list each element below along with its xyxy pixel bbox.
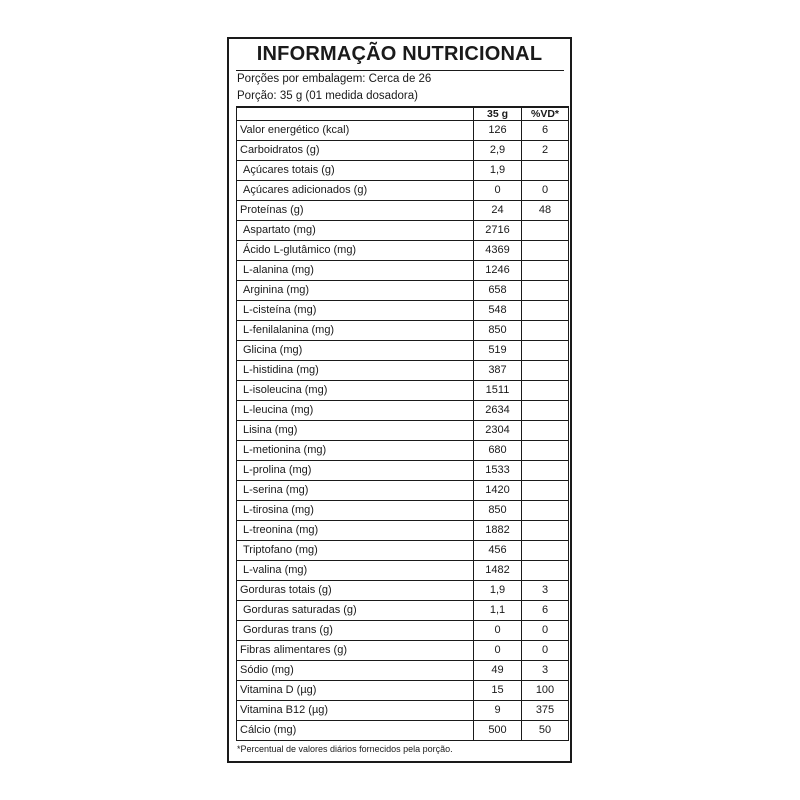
nutrient-daily-value	[522, 321, 569, 341]
nutrient-row	[237, 541, 569, 561]
nutrient-row	[237, 621, 569, 641]
nutrient-row	[237, 601, 569, 621]
nutrient-daily-value	[522, 221, 569, 241]
nutrient-name: Glicina (mg)	[237, 341, 474, 361]
nutrient-amount: 1511	[474, 381, 522, 401]
nutrient-name: Valor energético (kcal)	[237, 121, 474, 141]
nutrient-amount: 548	[474, 301, 522, 321]
nutrient-name: Vitamina B12 (µg)	[237, 701, 474, 721]
nutrient-amount: 658	[474, 281, 522, 301]
nutrient-daily-value: 0	[522, 181, 569, 201]
nutrient-amount: 4369	[474, 241, 522, 261]
nutrient-amount: 850	[474, 501, 522, 521]
nutrient-daily-value	[522, 161, 569, 181]
nutrient-row	[237, 461, 569, 481]
nutrition-table	[236, 106, 569, 741]
nutrient-daily-value	[522, 241, 569, 261]
nutrient-amount: 1246	[474, 261, 522, 281]
nutrient-amount: 1533	[474, 461, 522, 481]
nutrient-name: Açúcares totais (g)	[237, 161, 474, 181]
nutrient-daily-value: 50	[522, 721, 569, 741]
nutrient-amount: 680	[474, 441, 522, 461]
nutrient-amount: 49	[474, 661, 522, 681]
servings-per-package: Porções por embalagem: Cerca de 26	[237, 73, 432, 85]
nutrient-amount: 2634	[474, 401, 522, 421]
nutrient-amount: 1882	[474, 521, 522, 541]
nutrient-name: Cálcio (mg)	[237, 721, 474, 741]
nutrient-name: L-valina (mg)	[237, 561, 474, 581]
nutrient-daily-value: 0	[522, 621, 569, 641]
nutrient-name: Arginina (mg)	[237, 281, 474, 301]
nutrient-row	[237, 181, 569, 201]
nutrient-row	[237, 561, 569, 581]
nutrient-name: Triptofano (mg)	[237, 541, 474, 561]
nutrient-daily-value: 6	[522, 121, 569, 141]
nutrient-row	[237, 221, 569, 241]
header-blank-cell	[237, 107, 474, 121]
nutrient-name: L-leucina (mg)	[237, 401, 474, 421]
nutrient-row	[237, 401, 569, 421]
nutrient-row	[237, 141, 569, 161]
nutrient-row	[237, 361, 569, 381]
nutrient-daily-value: 100	[522, 681, 569, 701]
nutrient-daily-value	[522, 281, 569, 301]
nutrient-daily-value: 3	[522, 661, 569, 681]
nutrient-name: Açúcares adicionados (g)	[237, 181, 474, 201]
nutrient-amount: 1,9	[474, 161, 522, 181]
nutrient-name: L-histidina (mg)	[237, 361, 474, 381]
nutrient-name: L-metionina (mg)	[237, 441, 474, 461]
nutrient-amount: 500	[474, 721, 522, 741]
nutrient-daily-value	[522, 561, 569, 581]
nutrient-daily-value: 2	[522, 141, 569, 161]
nutrient-daily-value	[522, 481, 569, 501]
table-header-row	[237, 107, 569, 121]
nutrient-name: Proteínas (g)	[237, 201, 474, 221]
nutrient-daily-value	[522, 361, 569, 381]
footnote: *Percentual de valores diários fornecidos pela porção.	[237, 744, 453, 754]
nutrient-row	[237, 441, 569, 461]
nutrient-amount: 1420	[474, 481, 522, 501]
nutrition-facts-panel	[227, 37, 572, 763]
nutrient-name: Aspartato (mg)	[237, 221, 474, 241]
nutrient-row	[237, 661, 569, 681]
nutrient-amount: 2716	[474, 221, 522, 241]
nutrient-amount: 24	[474, 201, 522, 221]
nutrient-row	[237, 381, 569, 401]
nutrient-row	[237, 321, 569, 341]
header-daily-value: %VD*	[522, 107, 569, 121]
nutrient-daily-value: 48	[522, 201, 569, 221]
nutrient-daily-value	[522, 441, 569, 461]
nutrient-name: Carboidratos (g)	[237, 141, 474, 161]
nutrient-amount: 0	[474, 181, 522, 201]
title-divider	[236, 70, 564, 71]
serving-size: Porção: 35 g (01 medida dosadora)	[237, 90, 418, 102]
nutrient-row	[237, 421, 569, 441]
nutrient-amount: 850	[474, 321, 522, 341]
nutrient-daily-value	[522, 341, 569, 361]
nutrient-daily-value: 0	[522, 641, 569, 661]
nutrient-name: Vitamina D (µg)	[237, 681, 474, 701]
nutrient-amount: 456	[474, 541, 522, 561]
nutrient-row	[237, 681, 569, 701]
nutrient-daily-value	[522, 401, 569, 421]
nutrient-name: L-fenilalanina (mg)	[237, 321, 474, 341]
nutrient-name: L-tirosina (mg)	[237, 501, 474, 521]
nutrient-amount: 387	[474, 361, 522, 381]
nutrient-row	[237, 281, 569, 301]
nutrient-amount: 2304	[474, 421, 522, 441]
nutrient-daily-value: 3	[522, 581, 569, 601]
nutrient-name: Ácido L-glutâmico (mg)	[237, 241, 474, 261]
nutrient-row	[237, 481, 569, 501]
nutrient-row	[237, 201, 569, 221]
nutrient-amount: 126	[474, 121, 522, 141]
nutrient-name: Sódio (mg)	[237, 661, 474, 681]
nutrient-name: Gorduras totais (g)	[237, 581, 474, 601]
nutrient-name: L-isoleucina (mg)	[237, 381, 474, 401]
nutrient-name: Fibras alimentares (g)	[237, 641, 474, 661]
nutrient-amount: 519	[474, 341, 522, 361]
nutrient-rows	[237, 121, 569, 741]
nutrient-amount: 1482	[474, 561, 522, 581]
nutrient-name: L-treonina (mg)	[237, 521, 474, 541]
nutrient-daily-value	[522, 501, 569, 521]
nutrient-daily-value	[522, 421, 569, 441]
nutrient-row	[237, 521, 569, 541]
nutrient-row	[237, 261, 569, 281]
nutrient-amount: 0	[474, 621, 522, 641]
nutrient-daily-value: 6	[522, 601, 569, 621]
nutrient-row	[237, 301, 569, 321]
nutrient-amount: 1,1	[474, 601, 522, 621]
nutrient-row	[237, 241, 569, 261]
nutrient-daily-value	[522, 301, 569, 321]
nutrient-row	[237, 121, 569, 141]
nutrient-name: L-alanina (mg)	[237, 261, 474, 281]
nutrient-name: Gorduras trans (g)	[237, 621, 474, 641]
header-amount: 35 g	[474, 107, 522, 121]
nutrient-daily-value	[522, 381, 569, 401]
nutrient-row	[237, 581, 569, 601]
nutrient-row	[237, 721, 569, 741]
nutrient-daily-value	[522, 521, 569, 541]
nutrition-title: INFORMAÇÃO NUTRICIONAL	[256, 43, 543, 65]
nutrient-daily-value	[522, 541, 569, 561]
nutrient-name: L-prolina (mg)	[237, 461, 474, 481]
nutrient-row	[237, 641, 569, 661]
nutrient-amount: 0	[474, 641, 522, 661]
nutrient-amount: 9	[474, 701, 522, 721]
nutrient-name: Lisina (mg)	[237, 421, 474, 441]
nutrient-name: L-serina (mg)	[237, 481, 474, 501]
nutrient-row	[237, 341, 569, 361]
nutrient-amount: 1,9	[474, 581, 522, 601]
nutrient-daily-value	[522, 461, 569, 481]
nutrient-row	[237, 501, 569, 521]
nutrient-amount: 15	[474, 681, 522, 701]
nutrient-amount: 2,9	[474, 141, 522, 161]
nutrient-row	[237, 701, 569, 721]
nutrient-name: L-cisteína (mg)	[237, 301, 474, 321]
nutrient-daily-value: 375	[522, 701, 569, 721]
nutrient-name: Gorduras saturadas (g)	[237, 601, 474, 621]
nutrient-daily-value	[522, 261, 569, 281]
nutrient-row	[237, 161, 569, 181]
